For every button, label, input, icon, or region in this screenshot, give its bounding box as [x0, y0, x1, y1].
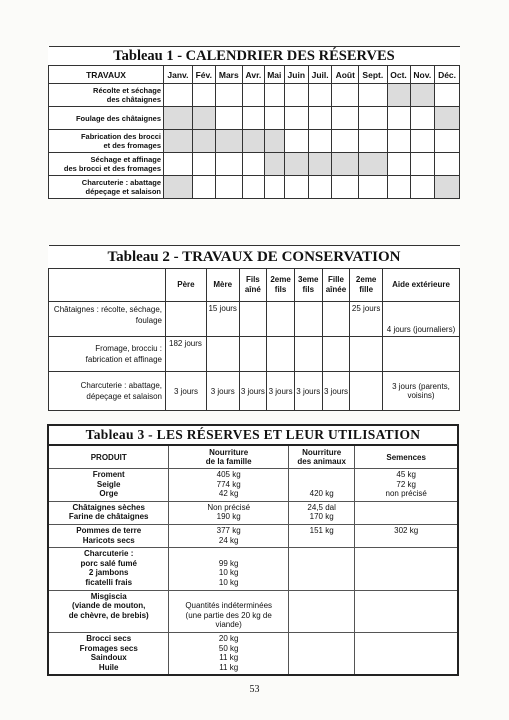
table1-month-cell [387, 107, 410, 130]
table1-month-cell [332, 176, 359, 199]
table2-value-cell [322, 302, 350, 337]
table3-cell-line: Charcuterie : [84, 549, 134, 559]
table2-header-cell [267, 269, 295, 302]
table3-cell-line: Châtaignes sèches [72, 502, 145, 512]
table1-month-header: Juil. [308, 66, 332, 84]
table1-month-header: Janv. [164, 66, 193, 84]
table1-month-cell [332, 130, 359, 153]
table3-animaux-cell [288, 590, 354, 632]
table3-cell-line [291, 480, 352, 490]
table1-month-cell [264, 107, 284, 130]
page-number: 53 [249, 684, 260, 695]
table3-produit-cell [48, 524, 169, 547]
table3-animaux-cell [288, 501, 354, 524]
table1-title: Tableau 1 - CALENDRIER DES RÉSERVES [49, 47, 460, 66]
table2-row [49, 337, 460, 372]
table2-row-label-line: Charcuterie : abattage, [80, 381, 162, 390]
table1-month-cell [387, 153, 410, 176]
table3-cell-line: Pommes de terre [76, 525, 142, 535]
table2-row-label-line: foulage [135, 316, 162, 325]
table1-month-cell [264, 176, 284, 199]
table3-cell-line: 20 kg [218, 633, 239, 643]
table1-row-label-line: et des fromages [103, 141, 161, 150]
table1-row-label-line: Foulage des châtaignes [75, 113, 161, 123]
table2-header-line: 3eme [298, 275, 319, 284]
table2-value-cell: 3 jours [239, 372, 267, 411]
table3-famille-cell [169, 590, 289, 632]
table1-month-cell [410, 153, 435, 176]
table3-header-line: PRODUIT [90, 452, 127, 462]
table3-produit-cell [48, 632, 169, 675]
table1-month-cell [192, 84, 215, 107]
table2-value-cell [267, 337, 295, 372]
table2-header-cell [383, 269, 460, 302]
table2-row [49, 372, 460, 411]
table1-month-cell [359, 130, 388, 153]
table1-month-header: Mai [264, 66, 284, 84]
table2-header-cell [206, 269, 239, 302]
table3-row [48, 524, 458, 547]
table3-cell-line: Froment [92, 470, 125, 479]
table3-cell-line: de chèvre, de brebis) [68, 610, 149, 620]
table2-value-cell: 3 jours [322, 372, 350, 411]
table2-value-cell [166, 302, 207, 337]
table2-value-cell: 3 jours [294, 372, 322, 411]
table3-cell-line: Orge [99, 489, 119, 499]
table2-row-label-line: Fromage, brocciu : [95, 344, 162, 353]
table3-produit-cell [48, 548, 169, 590]
table3-header-line: Nourriture [209, 448, 249, 457]
table1-month-header: Août [332, 66, 359, 84]
table3-cell-line: 170 kg [309, 512, 334, 522]
table3-famille-cell [169, 548, 289, 590]
table3-cell-line: 24 kg [218, 535, 239, 545]
table1-row-label-line: Fabrication des brocci [80, 132, 161, 141]
table3-semences-cell [355, 469, 458, 502]
table1-month-cell [308, 107, 332, 130]
table3-famille-cell [169, 501, 289, 524]
table3-cell-line: 377 kg [216, 525, 241, 535]
table2-header-cell [166, 269, 207, 302]
table1-month-cell [410, 176, 435, 199]
table2-header-line: fille [359, 285, 374, 294]
table3-cell-line: Brocci secs [86, 633, 132, 643]
table3-cell-line: (une partie des 20 kg de viande) [185, 610, 272, 630]
table1-month-cell [435, 130, 460, 153]
table3-cell-line: 190 kg [216, 512, 241, 522]
table3-cell-line: non précisé [385, 489, 427, 499]
table3-cell-line: Saindoux [90, 653, 127, 663]
table1-month-cell [308, 176, 332, 199]
table2-header-line: Père [177, 280, 195, 289]
table3-header-line: de la famille [205, 457, 252, 466]
table2-header-cell [239, 269, 267, 302]
table3-title: Tableau 3 - LES RÉSERVES ET LEUR UTILISATION [48, 425, 458, 445]
table2-row-label-line: fabrication et affinage [85, 355, 162, 364]
table3-famille-cell [169, 632, 289, 675]
table1-row-label-line: des châtaignes [106, 95, 161, 104]
table1-month-cell [359, 84, 388, 107]
table1-month-cell [264, 84, 284, 107]
table1-month-cell [264, 153, 284, 176]
table1-month-cell [284, 107, 308, 130]
table1-month-cell [164, 153, 193, 176]
table3-produit-cell [48, 501, 169, 524]
table3-cell-line: Farine de châtaignes [68, 512, 149, 522]
table1-month-cell [332, 107, 359, 130]
table3-cell-line: Huile [98, 662, 119, 672]
table1-row-label [49, 153, 164, 176]
table3-cell-line [291, 470, 352, 480]
table3-cell-line: 405 kg [216, 470, 241, 479]
table3-cell-line: (viande de mouton, [72, 601, 146, 611]
table1-month-cell [332, 84, 359, 107]
table1-month-cell [308, 153, 332, 176]
table1-month-cell [192, 176, 215, 199]
table2-header-line: Mère [213, 280, 233, 289]
table3-famille-cell [169, 524, 289, 547]
table1-month-cell [410, 84, 435, 107]
table2-header-line: Aide extérieure [392, 280, 450, 289]
table2-header-cell [294, 269, 322, 302]
table1-row [49, 107, 460, 130]
table2-value-cell [267, 302, 295, 337]
table2-value-cell: 3 jours [267, 372, 295, 411]
table1-month-header: Avr. [242, 66, 264, 84]
table1-month-cell [284, 153, 308, 176]
table1-row-label [49, 84, 164, 107]
table1-month-cell [242, 176, 264, 199]
table1-month-cell [332, 153, 359, 176]
table3-header-cell [48, 445, 169, 469]
table3-header-cell [169, 445, 289, 469]
table3-animaux-cell [288, 524, 354, 547]
table1-row [49, 84, 460, 107]
table2-header-cell [350, 269, 383, 302]
table2-value-cell [239, 337, 267, 372]
table1-month-cell [284, 130, 308, 153]
table3-cell-line: 24,5 dal [307, 502, 336, 512]
table3-cell-line: 50 kg [218, 643, 239, 653]
table3-cell-line: Misgiscia [90, 591, 127, 601]
table-travaux-conservation [48, 245, 460, 411]
table3-header-line: Nourriture [302, 448, 342, 457]
table1-row-label-line: dépeçage et salaison [85, 187, 161, 196]
table1-month-header: Oct. [387, 66, 410, 84]
table2-title: Tableau 2 - TRAVAUX DE CONSERVATION [49, 246, 460, 269]
table1-month-cell [192, 153, 215, 176]
table1-month-header: Fév. [192, 66, 215, 84]
table3-cell-line: ficatelli frais [85, 577, 133, 587]
table2-header-line: 2eme [355, 275, 377, 284]
table2-row-label-line: Châtaignes : récolte, séchage, [53, 305, 162, 314]
table1-month-header: Mars [215, 66, 242, 84]
table2-header-line: aîné [244, 285, 261, 294]
table2-header-line: fils [274, 285, 287, 294]
table1-row-label-line: des brocci et des fromages [63, 164, 161, 173]
table1-month-cell [435, 84, 460, 107]
table1-month-cell [242, 130, 264, 153]
table2-value-cell [294, 337, 322, 372]
table1-month-cell [215, 130, 242, 153]
table1-row-label-line: Séchage et affinage [90, 155, 161, 164]
table3-cell-line [357, 503, 455, 513]
table1-row [49, 176, 460, 199]
table2-row-label [49, 302, 166, 337]
table1-row-label [49, 130, 164, 153]
table1-month-cell [215, 107, 242, 130]
table3-row [48, 469, 458, 502]
table2-header-line: Fils [245, 275, 260, 284]
table3-cell-line: 45 kg [396, 470, 416, 479]
table3-row [48, 632, 458, 675]
table3-cell-line: 151 kg [309, 525, 334, 535]
table1-month-header: Nov. [410, 66, 435, 84]
table3-cell-line: 774 kg [216, 479, 241, 489]
table2-header-line: 2eme [270, 275, 291, 284]
table2-value-cell: 3 jours (parents, voisins) [383, 372, 460, 411]
table1-month-cell [410, 107, 435, 130]
table2-row-label [49, 372, 166, 411]
table3-cell-line [357, 512, 455, 522]
table1-month-cell [308, 130, 332, 153]
table3-semences-cell [355, 632, 458, 675]
table1-month-cell [387, 130, 410, 153]
table1-row-label-line: Charcuterie : abattage [81, 178, 161, 187]
table3-animaux-cell [288, 469, 354, 502]
table3-cell-line [357, 536, 455, 546]
table3-cell-line: 2 jambons [88, 568, 129, 578]
table3-cell-line [171, 549, 286, 559]
table3-cell-line: Haricots secs [82, 535, 135, 545]
table2-value-cell: 25 jours [350, 302, 383, 337]
table1-month-cell [192, 130, 215, 153]
table1-month-cell [387, 176, 410, 199]
table2-row [49, 302, 460, 337]
table1-month-cell [359, 153, 388, 176]
table2-header-line: aînée [325, 285, 347, 294]
table3-cell-line: 10 kg [218, 577, 239, 587]
table1-month-cell [435, 176, 460, 199]
table3-cell-line: Non précisé [207, 502, 251, 512]
table3-cell-line [291, 536, 352, 546]
table3-cell-line: 302 kg [394, 525, 419, 535]
table3-semences-cell [355, 524, 458, 547]
table1-month-cell [215, 153, 242, 176]
table1-month-cell [308, 84, 332, 107]
table1-month-header: Déc. [435, 66, 460, 84]
table3-header-cell [355, 445, 458, 469]
table1-month-cell [215, 84, 242, 107]
table1-month-header: Juin [284, 66, 308, 84]
table3-cell-line: 11 kg [219, 653, 239, 663]
table1-month-cell [164, 107, 193, 130]
table-calendrier-reserves [48, 46, 460, 199]
table3-cell-line: porc salé fumé [80, 558, 137, 568]
table1-row [49, 153, 460, 176]
table2-header-empty [49, 269, 166, 302]
table1-month-cell [284, 84, 308, 107]
table1-month-cell [164, 84, 193, 107]
table1-month-cell [410, 130, 435, 153]
table3-cell-line: 10 kg [218, 568, 239, 578]
table1-row-label-line: Récolte et séchage [93, 86, 161, 95]
table1-month-cell [435, 107, 460, 130]
table2-value-cell: 182 jours [166, 337, 207, 372]
table3-produit-cell [48, 469, 169, 502]
table2-row-label-line: dépeçage et salaison [86, 392, 162, 401]
table2-value-cell [294, 302, 322, 337]
table1-month-cell [387, 84, 410, 107]
table1-month-cell [192, 107, 215, 130]
table1-row-label [49, 176, 164, 199]
table1-month-cell [242, 84, 264, 107]
table2-value-cell [383, 337, 460, 372]
table3-animaux-cell [288, 548, 354, 590]
table1-month-cell [359, 176, 388, 199]
table3-cell-line: Fromages secs [79, 643, 138, 653]
table1-month-cell [215, 176, 242, 199]
table2-value-cell [206, 337, 239, 372]
table3-cell-line: 99 kg [218, 558, 239, 568]
table2-value-cell [239, 302, 267, 337]
table3-animaux-cell [288, 632, 354, 675]
table1-header-row [49, 66, 460, 84]
table2-value-cell [350, 372, 383, 411]
table1-header-travaux: TRAVAUX [49, 66, 164, 84]
table1-month-cell [164, 176, 193, 199]
table3-header-cell [288, 445, 354, 469]
table3-semences-cell [355, 501, 458, 524]
table3-famille-cell [169, 469, 289, 502]
table3-row [48, 590, 458, 632]
table2-header-cell [322, 269, 350, 302]
table3-cell-line: 11 kg [219, 662, 239, 672]
table1-month-cell [359, 107, 388, 130]
table-reserves-utilisation [47, 424, 459, 676]
table1-row [49, 130, 460, 153]
table3-semences-cell [355, 590, 458, 632]
table3-header-row [48, 445, 458, 469]
table2-value-cell [350, 337, 383, 372]
table2-header-line: Fille [327, 275, 344, 284]
table3-cell-line [171, 592, 286, 602]
table3-cell-line: 42 kg [218, 489, 239, 499]
table3-cell-line: Quantités indéterminées [185, 601, 273, 611]
table3-header-line: Semences [386, 452, 426, 462]
table2-value-cell: 15 jours [206, 302, 239, 337]
table1-month-header: Sept. [359, 66, 388, 84]
table1-month-cell [242, 107, 264, 130]
table2-value-cell [322, 337, 350, 372]
table1-month-cell [242, 153, 264, 176]
table2-value-cell: 3 jours [166, 372, 207, 411]
table2-header-line: fils [302, 285, 315, 294]
table2-value-cell: 4 jours (journaliers) [383, 302, 460, 337]
table3-header-line: des animaux [297, 457, 346, 466]
table3-row [48, 501, 458, 524]
table2-header-row [49, 269, 460, 302]
table3-produit-cell [48, 590, 169, 632]
table1-month-cell [284, 176, 308, 199]
table2-value-cell: 3 jours [206, 372, 239, 411]
table1-row-label [49, 107, 164, 130]
table1-month-cell [435, 153, 460, 176]
table3-row [48, 548, 458, 590]
table3-cell-line: 72 kg [396, 479, 416, 489]
table1-month-cell [164, 130, 193, 153]
table3-cell-line: 420 kg [309, 489, 334, 499]
table3-semences-cell [355, 548, 458, 590]
table2-row-label [49, 337, 166, 372]
table1-month-cell [264, 130, 284, 153]
table3-cell-line: Seigle [96, 479, 121, 489]
